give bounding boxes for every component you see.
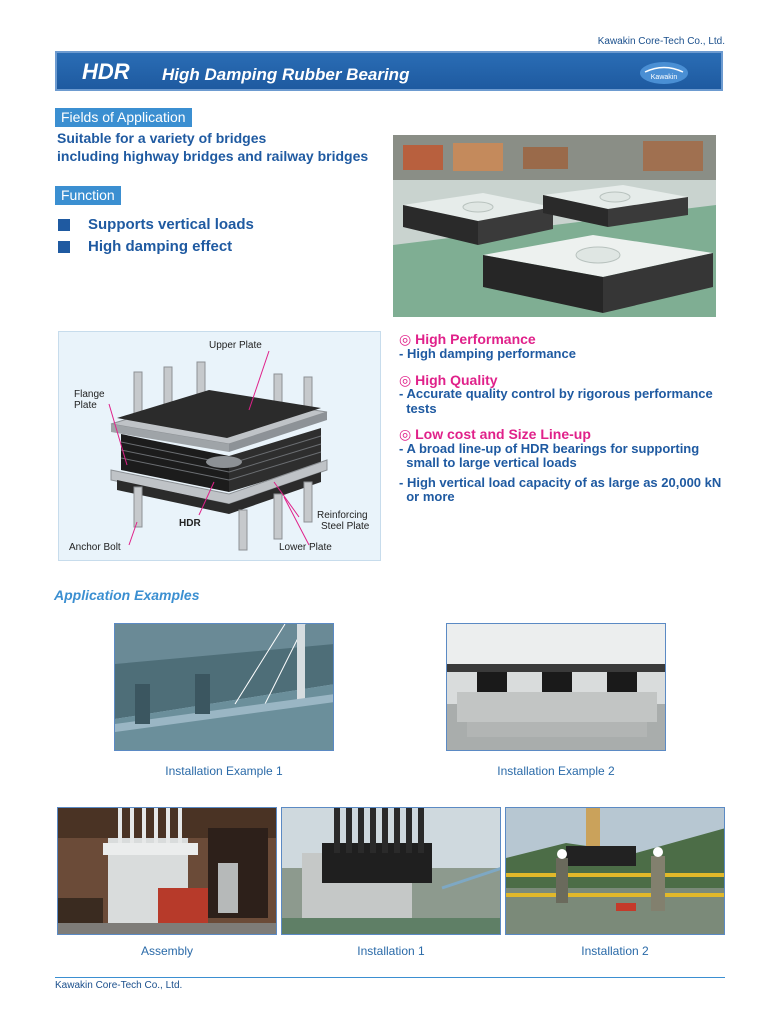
label-flange-plate-1: Flange [74,389,105,400]
product-code: HDR [82,59,130,84]
feature-heading-1: ◎ High Performance [399,331,536,347]
product-name: High Damping Rubber Bearing [162,65,410,84]
feature-3-line-1: - A broad line-up of HDR bearings for supporting [399,441,700,456]
feature-1-line-1: - High damping performance [399,346,576,361]
company-name-top: Kawakin Core-Tech Co., Ltd. [597,36,725,47]
logo-icon [639,61,689,85]
feature-heading-2: ◎ High Quality [399,372,498,388]
caption-installation-1: Installation 1 [357,944,425,958]
company-logo [639,61,689,85]
caption-installation-example-1: Installation Example 1 [165,764,283,778]
function-item-2: High damping effect [88,238,233,255]
company-name-bottom: Kawakin Core-Tech Co., Ltd. [55,980,183,991]
feature-3-line-2: small to large vertical loads [399,455,577,470]
application-examples-heading: Application Examples [54,587,200,603]
feature-3-line-3: - High vertical load capacity of as large as 20,000 kN [399,475,722,490]
bearing-structure-diagram [58,331,381,561]
label-anchor-bolt: Anchor Bolt [69,542,121,553]
function-item-1: Supports vertical loads [88,216,254,233]
title-banner [55,51,723,91]
bullet-square-icon [58,219,70,231]
application-line-1: Suitable for a variety of bridges [57,130,267,146]
feature-2-line-2: tests [399,401,437,416]
caption-installation-2: Installation 2 [581,944,649,958]
feature-3-line-4: or more [399,489,455,504]
assembly-photo [57,807,277,935]
installation-example-1-photo [114,623,334,751]
caption-installation-example-2: Installation Example 2 [497,764,615,778]
installation-example-2-photo [446,623,666,751]
fields-of-application-label: Fields of Application [55,108,192,127]
installation-1-photo [281,807,501,935]
function-label: Function [55,186,121,205]
label-upper-plate: Upper Plate [209,340,262,351]
label-lower-plate: Lower Plate [279,542,332,553]
label-hdr: HDR [179,518,201,529]
label-reinforcing-1: Reinforcing [317,510,368,521]
application-line-2: including highway bridges and railway bridges [57,148,369,164]
label-reinforcing-2: Steel Plate [321,521,370,532]
bullet-square-icon [58,241,70,253]
installation-2-photo [505,807,725,935]
footer-divider [55,977,725,978]
label-flange-plate-2: Plate [74,400,97,411]
product-warehouse-photo [393,135,716,317]
feature-2-line-1: - Accurate quality control by rigorous performance [399,386,713,401]
feature-heading-3: ◎ Low cost and Size Line-up [399,426,591,442]
caption-assembly: Assembly [140,944,193,958]
logo-text: Kawakin [650,74,678,81]
